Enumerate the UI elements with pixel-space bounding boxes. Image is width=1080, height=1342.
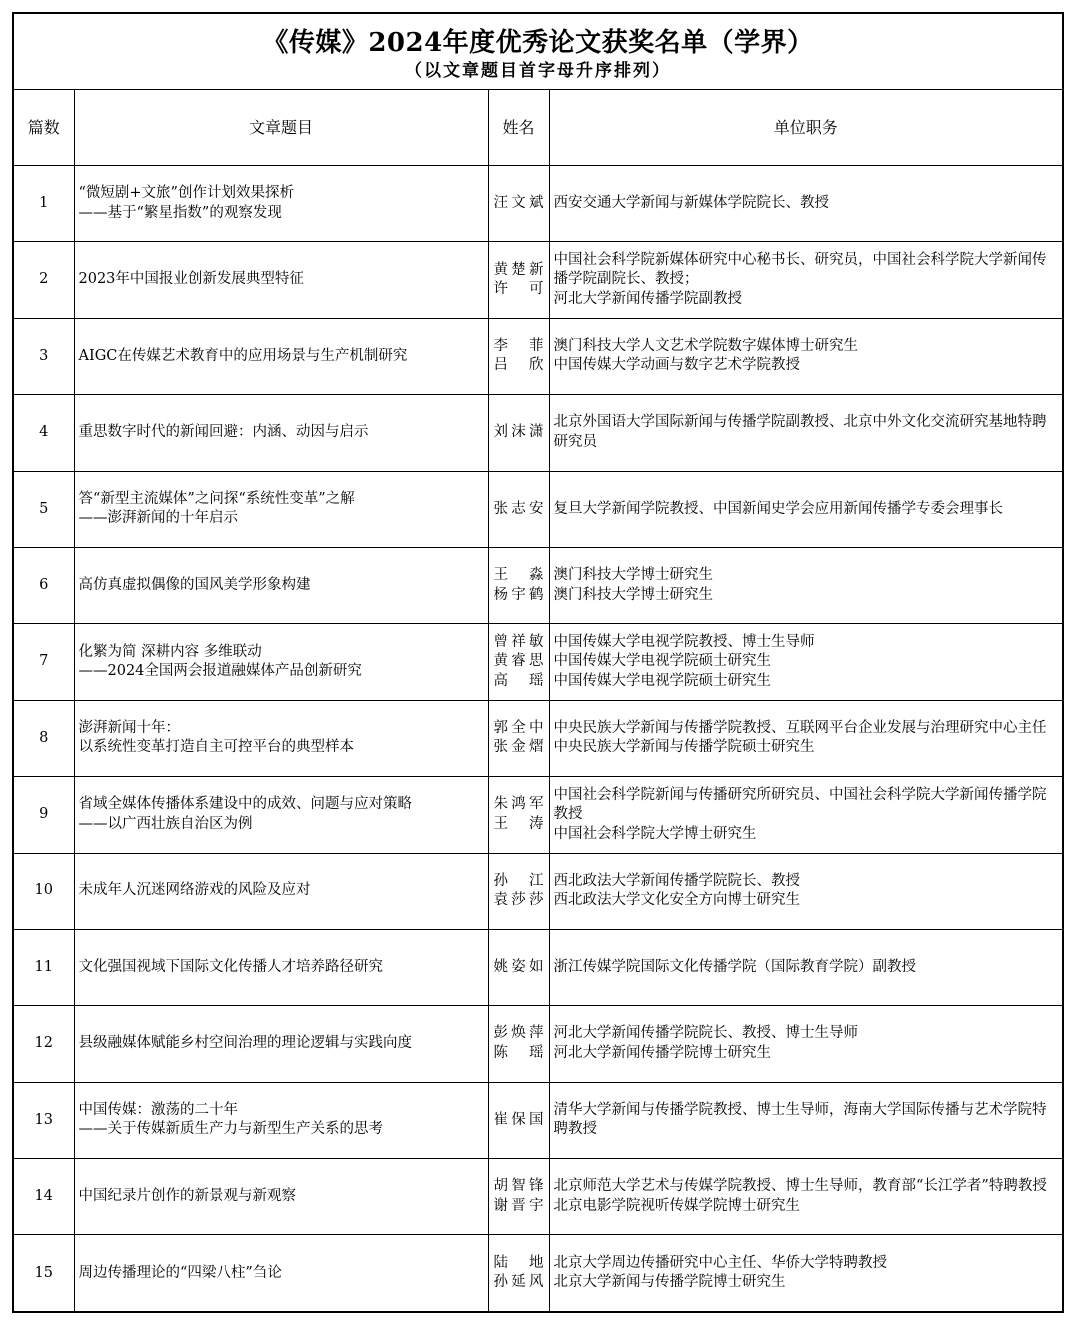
unit-position-line: 中国传媒大学电视学院硕士研究生 — [553, 672, 771, 689]
cell-author-names — [488, 929, 549, 1005]
cell-unit-positions — [549, 777, 1062, 853]
table-row — [14, 1159, 1062, 1235]
cell-unit-positions — [549, 1006, 1062, 1082]
unit-position-line: 北京师范大学艺术与传媒学院教授、博士生导师，教育部“长江学者”特聘教授 — [553, 1178, 1047, 1195]
author-name: 李 菲 — [493, 337, 544, 354]
author-name: 高 瑶 — [493, 672, 544, 689]
table-body — [14, 166, 1062, 1312]
unit-position-line: 中央民族大学新闻与传播学院硕士研究生 — [553, 739, 815, 756]
unit-position-line: 中国传媒大学动画与数字艺术学院教授 — [553, 357, 800, 374]
author-name: 许 可 — [493, 281, 544, 298]
author-name: 胡智锋 — [493, 1178, 544, 1195]
article-title-line: AIGC在传媒艺术教育中的应用场景与生产机制研究 — [78, 347, 408, 364]
unit-position-line: 西安交通大学新闻与新媒体学院院长、教授 — [553, 194, 829, 211]
author-name: 张志安 — [493, 500, 544, 517]
cell-author-names — [488, 1235, 549, 1311]
unit-position-line: 西北政法大学新闻传播学院院长、教授 — [553, 872, 800, 889]
article-title-line: ——以广西壮族自治区为例 — [78, 815, 253, 832]
unit-position-line: 中国社会科学院大学博士研究生 — [553, 825, 757, 842]
unit-position-line: 河北大学新闻传播学院博士研究生 — [553, 1044, 771, 1061]
cell-num: 11 — [14, 929, 74, 1005]
article-title-line: 澎湃新闻十年： — [78, 719, 180, 736]
cell-unit-positions — [549, 471, 1062, 547]
cell-num: 9 — [14, 777, 74, 853]
cell-author-names — [488, 1159, 549, 1235]
unit-position-line: 复旦大学新闻学院教授、中国新闻史学会应用新闻传播学专委会理事长 — [553, 500, 1003, 517]
cell-article-title — [74, 1006, 488, 1082]
cell-unit-positions — [549, 242, 1062, 318]
page-subtitle: （以文章题目首字母升序排列） — [405, 61, 671, 81]
cell-article-title — [74, 1082, 488, 1158]
cell-unit-positions — [549, 1082, 1062, 1158]
author-name: 黄楚新 — [493, 261, 544, 278]
article-title-line: 周边传播理论的“四梁八柱”刍论 — [78, 1264, 282, 1281]
article-title-line: 化繁为简 深耕内容 多维联动 — [78, 643, 262, 660]
unit-position-line: 中国传媒大学电视学院教授、博士生导师 — [553, 633, 815, 650]
author-name: 孙延风 — [493, 1274, 544, 1291]
cell-author-names — [488, 1006, 549, 1082]
page-title: 《传媒》2024年度优秀论文获奖名单（学界） — [262, 28, 814, 58]
table-row — [14, 1235, 1062, 1311]
header-article: 文章题目 — [74, 90, 488, 166]
unit-position-line: 浙江传媒学院国际文化传播学院（国际教育学院）副教授 — [553, 958, 916, 975]
cell-article-title — [74, 166, 488, 242]
cell-num: 2 — [14, 242, 74, 318]
unit-position-line: 北京外国语大学国际新闻与传播学院副教授、北京中外文化交流研究基地特聘研究员 — [553, 414, 1047, 450]
article-title-line: ——2024全国两会报道融媒体产品创新研究 — [78, 663, 362, 680]
article-title-line: 重思数字时代的新闻回避：内涵、动因与启示 — [78, 424, 369, 441]
cell-num: 6 — [14, 547, 74, 623]
unit-position-line: 北京大学周边传播研究中心主任、华侨大学特聘教授 — [553, 1254, 887, 1271]
cell-unit-positions — [549, 853, 1062, 929]
article-title-line: ——基于“繁星指数”的观察发现 — [78, 204, 282, 221]
cell-author-names — [488, 242, 549, 318]
article-title-line: 中国纪录片创作的新景观与新观察 — [78, 1188, 296, 1205]
unit-position-line: 澳门科技大学人文艺术学院数字媒体博士研究生 — [553, 337, 858, 354]
table-row — [14, 242, 1062, 318]
article-title-line: 省域全媒体传播体系建设中的成效、问题与应对策略 — [78, 796, 412, 813]
table-row — [14, 395, 1062, 471]
table-row — [14, 777, 1062, 853]
cell-unit-positions — [549, 395, 1062, 471]
unit-position-line: 西北政法大学文化安全方向博士研究生 — [553, 892, 800, 909]
article-title-line: 县级融媒体赋能乡村空间治理的理论逻辑与实践向度 — [78, 1035, 412, 1052]
cell-article-title — [74, 853, 488, 929]
author-name: 张金熠 — [493, 739, 544, 756]
table-row — [14, 700, 1062, 776]
author-name: 王 涛 — [493, 815, 544, 832]
award-list-sheet — [12, 12, 1064, 1313]
author-name: 崔保国 — [493, 1111, 544, 1128]
cell-author-names — [488, 700, 549, 776]
author-name: 郭全中 — [493, 719, 544, 736]
cell-unit-positions — [549, 624, 1062, 700]
cell-unit-positions — [549, 929, 1062, 1005]
cell-article-title — [74, 318, 488, 394]
cell-article-title — [74, 547, 488, 623]
cell-article-title — [74, 777, 488, 853]
cell-author-names — [488, 547, 549, 623]
cell-num: 12 — [14, 1006, 74, 1082]
cell-article-title — [74, 624, 488, 700]
cell-num: 4 — [14, 395, 74, 471]
unit-position-line: 中国社会科学院新闻与传播研究所研究员、中国社会科学院大学新闻传播学院教授 — [553, 786, 1047, 823]
article-title-line: 中国传媒：激荡的二十年 — [78, 1101, 238, 1118]
author-name: 袁莎莎 — [493, 892, 544, 909]
cell-num: 10 — [14, 853, 74, 929]
table-row — [14, 547, 1062, 623]
unit-position-line: 河北大学新闻传播学院副教授 — [553, 290, 742, 307]
article-title-line: 答“新型主流媒体”之问探“系统性变革”之解 — [78, 490, 355, 507]
cell-unit-positions — [549, 700, 1062, 776]
unit-position-line: 清华大学新闻与传播学院教授、博士生导师，海南大学国际传播与艺术学院特聘教授 — [553, 1101, 1047, 1138]
cell-article-title — [74, 242, 488, 318]
article-title-line: ——澎湃新闻的十年启示 — [78, 510, 238, 527]
cell-num: 3 — [14, 318, 74, 394]
cell-article-title — [74, 929, 488, 1005]
table-row — [14, 853, 1062, 929]
cell-num: 1 — [14, 166, 74, 242]
author-name: 陆 地 — [493, 1254, 544, 1271]
cell-article-title — [74, 1159, 488, 1235]
cell-unit-positions — [549, 1235, 1062, 1311]
table-row — [14, 929, 1062, 1005]
award-table — [14, 90, 1062, 1311]
unit-position-line: 澳门科技大学博士研究生 — [553, 567, 713, 584]
author-name: 吕 欣 — [493, 357, 544, 374]
cell-num: 7 — [14, 624, 74, 700]
table-header-row — [14, 90, 1062, 166]
cell-author-names — [488, 777, 549, 853]
article-title-line: 未成年人沉迷网络游戏的风险及应对 — [78, 882, 311, 899]
author-name: 谢晋宇 — [493, 1197, 544, 1214]
table-row — [14, 166, 1062, 242]
cell-article-title — [74, 471, 488, 547]
table-row — [14, 318, 1062, 394]
cell-num: 15 — [14, 1235, 74, 1311]
cell-article-title — [74, 700, 488, 776]
author-name: 汪文斌 — [493, 194, 544, 211]
cell-author-names — [488, 1082, 549, 1158]
article-title-line: 文化强国视域下国际文化传播人才培养路径研究 — [78, 958, 383, 975]
table-row — [14, 1082, 1062, 1158]
cell-article-title — [74, 1235, 488, 1311]
author-name: 王 淼 — [493, 567, 544, 584]
author-name: 彭焕萍 — [493, 1025, 544, 1042]
author-name: 黄睿思 — [493, 653, 544, 670]
cell-author-names — [488, 853, 549, 929]
header-unit: 单位职务 — [549, 90, 1062, 166]
header-name: 姓名 — [488, 90, 549, 166]
cell-author-names — [488, 318, 549, 394]
author-name: 姚姿如 — [493, 958, 544, 975]
cell-author-names — [488, 624, 549, 700]
unit-position-line: 北京大学新闻与传播学院博士研究生 — [553, 1274, 786, 1291]
unit-position-line: 中国社会科学院新媒体研究中心秘书长、研究员，中国社会科学院大学新闻传播学院副院长、教授； — [553, 251, 1047, 288]
article-title-line: ——关于传媒新质生产力与新型生产关系的思考 — [78, 1121, 383, 1138]
cell-unit-positions — [549, 547, 1062, 623]
cell-article-title — [74, 395, 488, 471]
cell-unit-positions — [549, 318, 1062, 394]
cell-unit-positions — [549, 1159, 1062, 1235]
cell-author-names — [488, 471, 549, 547]
unit-position-line: 中国传媒大学电视学院硕士研究生 — [553, 653, 771, 670]
unit-position-line: 河北大学新闻传播学院院长、教授、博士生导师 — [553, 1025, 858, 1042]
author-name: 孙 江 — [493, 872, 544, 889]
cell-num: 5 — [14, 471, 74, 547]
author-name: 曾祥敏 — [493, 633, 544, 650]
cell-num: 13 — [14, 1082, 74, 1158]
article-title-line: “微短剧+文旅”创作计划效果探析 — [78, 185, 294, 202]
article-title-line: 2023年中国报业创新发展典型特征 — [78, 271, 304, 288]
cell-num: 8 — [14, 700, 74, 776]
unit-position-line: 澳门科技大学博士研究生 — [553, 586, 713, 603]
unit-position-line: 北京电影学院视听传媒学院博士研究生 — [553, 1197, 800, 1214]
table-row — [14, 1006, 1062, 1082]
article-title-line: 以系统性变革打造自主可控平台的典型样本 — [78, 739, 354, 756]
author-name: 朱鸿军 — [493, 796, 544, 813]
cell-author-names — [488, 395, 549, 471]
title-block — [14, 14, 1062, 90]
cell-unit-positions — [549, 166, 1062, 242]
header-num: 篇数 — [14, 90, 74, 166]
article-title-line: 高仿真虚拟偶像的国风美学形象构建 — [78, 576, 311, 593]
cell-num: 14 — [14, 1159, 74, 1235]
author-name: 陈 瑶 — [493, 1044, 544, 1061]
author-name: 刘沫潇 — [493, 424, 544, 441]
unit-position-line: 中央民族大学新闻与传播学院教授、互联网平台企业发展与治理研究中心主任 — [553, 719, 1047, 736]
author-name: 杨宇鹤 — [493, 586, 544, 603]
table-row — [14, 471, 1062, 547]
table-row — [14, 624, 1062, 700]
cell-author-names — [488, 166, 549, 242]
